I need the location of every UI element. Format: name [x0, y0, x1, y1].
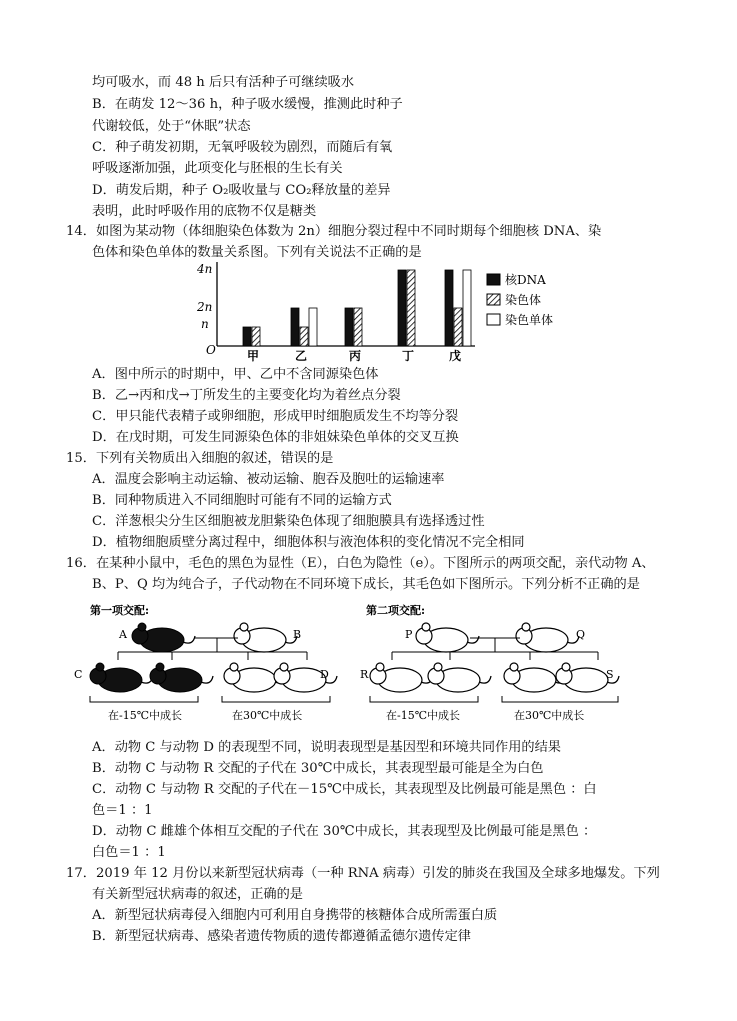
cross1-warm-caption: 在30℃中成长: [232, 709, 303, 722]
q16-option-d-cont: 白色＝1 ：1: [92, 845, 166, 860]
mouse-q-white: [516, 623, 579, 652]
legend-label-dna: 核DNA: [505, 273, 546, 287]
bar-甲-series-0: [243, 327, 251, 346]
category-label-戊: 戊: [449, 349, 462, 363]
label-s: S: [606, 668, 614, 681]
q14-option-d: D．在戊时期，可发生同源染色体的非姐妹染色单体的交叉互换: [92, 430, 459, 445]
label-d: D: [320, 668, 329, 681]
q16-stem-cont: B、P、Q 均为纯合子，子代动物在不同环境下成长，其毛色如下图所示。下列分析不正确的是: [92, 577, 640, 592]
bar-甲-series-1: [252, 327, 260, 346]
category-label-甲: 甲: [247, 349, 260, 363]
label-b: B: [293, 628, 302, 641]
bar-丙-series-1: [354, 308, 362, 346]
category-label-丙: 丙: [349, 349, 362, 363]
cross2-cold-caption: 在-15℃中成长: [386, 709, 461, 722]
cross2-title: 第二项交配:: [366, 604, 426, 617]
q16-option-c: C．动物 C 与动物 R 交配的子代在－15℃中成长，其表现型及比例最可能是黑色 ：白: [92, 782, 597, 797]
y-tick-n: n: [201, 317, 209, 331]
legend-label-chromatid: 染色单体: [505, 313, 554, 327]
q14-option-c: C．甲只能代表精子或卵细胞，形成甲时细胞质发生不均等分裂: [92, 409, 459, 424]
q13-option-c: C．种子萌发初期，无氧呼吸较为剧烈，而随后有氧: [92, 140, 393, 155]
q16-option-b: B．动物 C 与动物 R 交配的子代在 30℃中成长，其表现型最可能是全为白色: [92, 761, 544, 776]
q14-stem: 14．如图为某动物（体细胞染色体数为 2n）细胞分裂过程中不同时期每个细胞核 DNA、染: [66, 224, 602, 239]
legend-swatch-dna: [487, 274, 500, 285]
q14-option-a: A．图中所示的时期中，甲、乙中不含同源染色体: [92, 367, 379, 382]
q13-option-d: D．萌发后期，种子 O₂吸收量与 CO₂释放量的差异: [92, 183, 391, 198]
mouse-r2-white: [428, 663, 491, 692]
bar-丁-series-1: [407, 270, 415, 346]
category-label-丁: 丁: [402, 349, 415, 363]
bar-戊-series-1: [454, 308, 462, 346]
legend-swatch-chromosome: [487, 294, 500, 305]
q14-option-b: B．乙→丙和戊→丁所发生的主要变化均为着丝点分裂: [92, 388, 401, 403]
cross1-cold-caption: 在-15℃中成长: [108, 709, 183, 722]
q15-option-b: B．同种物质进入不同细胞时可能有不同的运输方式: [92, 493, 392, 508]
bar-戊-series-0: [445, 270, 453, 346]
q15-option-d: D．植物细胞质壁分离过程中，细胞体积与液泡体积的变化情况不完全相同: [92, 535, 525, 550]
q15-option-a: A．温度会影响主动运输、被动运输、胞吞及胞吐的运输速率: [92, 472, 445, 487]
mouse-a-black: [132, 623, 195, 652]
q17-stem: 17．2019 年 12 月份以来新型冠状病毒（一种 RNA 病毒）引发的肺炎在我国及全球多地爆发。下列: [66, 866, 660, 881]
cross2-brackets: [370, 696, 618, 702]
label-p: P: [405, 628, 413, 641]
bar-丙-series-0: [345, 308, 353, 346]
bar-乙-series-1: [300, 327, 308, 346]
legend-label-chromosome: 染色体: [505, 293, 542, 307]
y-tick-2n: 2n: [197, 300, 213, 314]
mouse-p-white: [416, 623, 479, 652]
q16-stem: 16．在某种小鼠中，毛色的黑色为显性（E），白色为隐性（e）。下图所示的两项交配，亲代动物 A、: [66, 556, 655, 571]
q17-option-b: B．新型冠状病毒、感染者遗传物质的遗传都遵循孟德尔遗传定律: [92, 929, 471, 944]
q13-option-b-cont: 代谢较低，处于“休眠”状态: [92, 119, 251, 134]
bar-戊-series-2: [463, 270, 471, 346]
label-r: R: [360, 668, 369, 681]
q15-stem: 15．下列有关物质出入细胞的叙述，错误的是: [66, 451, 334, 466]
q16-option-d: D．动物 C 雌雄个体相互交配的子代在 30℃中成长，其表现型及比例最可能是黑色 ：: [92, 824, 597, 839]
q17-stem-cont: 有关新型冠状病毒的叙述，正确的是: [92, 887, 303, 902]
mouse-cross-figure: [70, 600, 670, 732]
y-tick-4n: 4n: [197, 262, 213, 276]
category-label-乙: 乙: [295, 349, 308, 363]
legend-swatch-chromatid: [487, 314, 500, 325]
mouse-c1-black: [90, 663, 153, 692]
q13-line-1: 均可吸水，而 48 h 后只有活种子可继续吸水: [92, 75, 355, 90]
mouse-r1-white: [370, 663, 433, 692]
mouse-b-white: [234, 623, 297, 652]
cross1-brackets: [90, 696, 330, 702]
cross1-title: 第一项交配:: [90, 604, 150, 617]
bar-乙-series-2: [309, 308, 317, 346]
bar-乙-series-0: [291, 308, 299, 346]
label-a: A: [119, 628, 127, 641]
q13-option-b: B．在萌发 12～36 h，种子吸水缓慢，推测此时种子: [92, 97, 403, 112]
q17-option-a: A．新型冠状病毒侵入细胞内可利用自身携带的核糖体合成所需蛋白质: [92, 908, 498, 923]
q15-option-c: C．洋葱根尖分生区细胞被龙胆紫染色体现了细胞膜具有选择透过性: [92, 514, 485, 529]
q16-option-c-cont: 色＝1 ：1: [92, 803, 153, 818]
q13-option-c-cont: 呼吸逐渐加强，此项变化与胚根的生长有关: [92, 161, 343, 176]
q16-option-a: A．动物 C 与动物 D 的表现型不同，说明表现型是基因型和环境共同作用的结果: [92, 740, 561, 755]
y-tick-origin: O: [206, 343, 216, 357]
q14-stem-cont: 色体和染色单体的数量关系图。下列有关说法不正确的是: [92, 245, 422, 260]
mouse-c2-black: [150, 663, 213, 692]
bar-chart: [195, 258, 585, 366]
label-c: C: [74, 668, 83, 681]
bar-丁-series-0: [398, 270, 406, 346]
cross2-warm-caption: 在30℃中成长: [514, 709, 585, 722]
q13-option-d-cont: 表明，此时呼吸作用的底物不仅是糖类: [92, 204, 317, 219]
label-q: Q: [576, 628, 586, 641]
